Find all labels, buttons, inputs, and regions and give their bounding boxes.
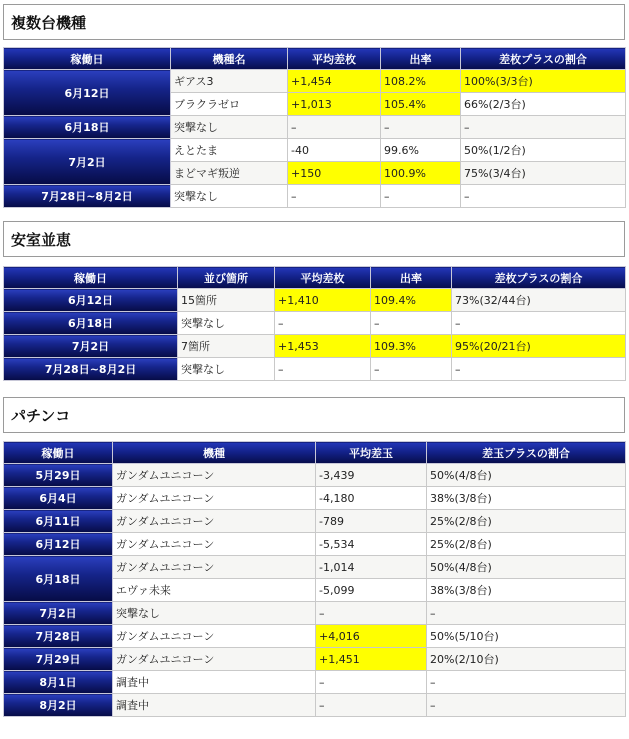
column-header-plus-ratio: 差枚プラスの割合 xyxy=(461,48,626,70)
machine-cell: 突撃なし xyxy=(171,116,288,139)
column-header-avg-diff: 平均差枚 xyxy=(288,48,381,70)
machine-cell: ガンダムユニコーン xyxy=(113,464,316,487)
machine-cell: ガンダムユニコーン xyxy=(113,510,316,533)
table-row xyxy=(4,625,626,648)
place-cell: 突撃なし xyxy=(178,312,275,335)
payout-rate-cell: – xyxy=(371,358,452,381)
table-header-row xyxy=(4,48,626,70)
table-row xyxy=(4,70,626,93)
machine-cell: ガンダムユニコーン xyxy=(113,625,316,648)
column-header-plus-ratio: 差枚プラスの割合 xyxy=(452,267,626,289)
plus-ratio-cell: – xyxy=(427,671,626,694)
table-row xyxy=(4,671,626,694)
table-row xyxy=(4,602,626,625)
plus-ratio-cell: – xyxy=(461,116,626,139)
table-row xyxy=(4,116,626,139)
plus-ratio-cell: – xyxy=(461,185,626,208)
date-cell: 7月28日 xyxy=(4,625,113,648)
column-header-date: 稼働日 xyxy=(4,48,171,70)
column-header-payout-rate: 出率 xyxy=(381,48,461,70)
avg-balls-cell: -789 xyxy=(316,510,427,533)
column-header-date: 稼働日 xyxy=(4,267,178,289)
table-row xyxy=(4,533,626,556)
payout-rate-cell: 109.4% xyxy=(371,289,452,312)
payout-rate-cell: 105.4% xyxy=(381,93,461,116)
date-cell: 6月18日 xyxy=(4,312,178,335)
date-cell: 6月18日 xyxy=(4,116,171,139)
section-title-multi-machine: 複数台機種 xyxy=(3,4,625,40)
avg-diff-cell: +1,013 xyxy=(288,93,381,116)
plus-ratio-cell: 25%(2/8台) xyxy=(427,533,626,556)
column-header-plus-ratio: 差玉プラスの割合 xyxy=(427,442,626,464)
plus-ratio-cell: 38%(3/8台) xyxy=(427,579,626,602)
avg-balls-cell: -1,014 xyxy=(316,556,427,579)
date-cell: 6月11日 xyxy=(4,510,113,533)
avg-balls-cell: – xyxy=(316,602,427,625)
date-cell: 7月28日~8月2日 xyxy=(4,358,178,381)
column-header-date: 稼働日 xyxy=(4,442,113,464)
column-header-machine: 機種 xyxy=(113,442,316,464)
date-cell: 7月29日 xyxy=(4,648,113,671)
plus-ratio-cell: 50%(5/10台) xyxy=(427,625,626,648)
plus-ratio-cell: 95%(20/21台) xyxy=(452,335,626,358)
machine-cell: 調査中 xyxy=(113,694,316,717)
table-row xyxy=(4,648,626,671)
plus-ratio-cell: – xyxy=(452,312,626,335)
payout-rate-cell: 100.9% xyxy=(381,162,461,185)
place-cell: 7箇所 xyxy=(178,335,275,358)
plus-ratio-cell: – xyxy=(427,602,626,625)
amuro-narabi-table xyxy=(3,266,626,381)
column-header-avg-balls: 平均差玉 xyxy=(316,442,427,464)
plus-ratio-cell: – xyxy=(427,694,626,717)
table-row xyxy=(4,556,626,579)
place-cell: 突撃なし xyxy=(178,358,275,381)
table-row xyxy=(4,358,626,381)
place-cell: 15箇所 xyxy=(178,289,275,312)
payout-rate-cell: – xyxy=(371,312,452,335)
table-row xyxy=(4,335,626,358)
machine-cell: 突撃なし xyxy=(171,185,288,208)
avg-balls-cell: – xyxy=(316,694,427,717)
date-cell: 8月1日 xyxy=(4,671,113,694)
table-row xyxy=(4,312,626,335)
table-row xyxy=(4,510,626,533)
payout-rate-cell: – xyxy=(381,116,461,139)
machine-cell: エヴァ未来 xyxy=(113,579,316,602)
date-cell: 6月12日 xyxy=(4,289,178,312)
avg-balls-cell: +1,451 xyxy=(316,648,427,671)
date-cell: 7月28日~8月2日 xyxy=(4,185,171,208)
machine-cell: ガンダムユニコーン xyxy=(113,648,316,671)
date-cell: 5月29日 xyxy=(4,464,113,487)
table-header-row xyxy=(4,267,626,289)
column-header-place: 並び箇所 xyxy=(178,267,275,289)
payout-rate-cell: 99.6% xyxy=(381,139,461,162)
column-header-machine: 機種名 xyxy=(171,48,288,70)
avg-diff-cell: +1,410 xyxy=(275,289,371,312)
table-row xyxy=(4,289,626,312)
date-cell: 7月2日 xyxy=(4,139,171,185)
column-header-avg-diff: 平均差枚 xyxy=(275,267,371,289)
machine-cell: ガンダムユニコーン xyxy=(113,533,316,556)
avg-balls-cell: -5,534 xyxy=(316,533,427,556)
avg-diff-cell: – xyxy=(288,185,381,208)
date-cell: 6月12日 xyxy=(4,533,113,556)
avg-diff-cell: – xyxy=(275,312,371,335)
plus-ratio-cell: 50%(4/8台) xyxy=(427,464,626,487)
plus-ratio-cell: 66%(2/3台) xyxy=(461,93,626,116)
date-cell: 8月2日 xyxy=(4,694,113,717)
table-row xyxy=(4,139,626,162)
plus-ratio-cell: 100%(3/3台) xyxy=(461,70,626,93)
machine-cell: 調査中 xyxy=(113,671,316,694)
table-row xyxy=(4,487,626,510)
avg-balls-cell: -4,180 xyxy=(316,487,427,510)
table-header-row xyxy=(4,442,626,464)
machine-cell: ガンダムユニコーン xyxy=(113,487,316,510)
table-row xyxy=(4,185,626,208)
payout-rate-cell: – xyxy=(381,185,461,208)
plus-ratio-cell: 75%(3/4台) xyxy=(461,162,626,185)
plus-ratio-cell: 25%(2/8台) xyxy=(427,510,626,533)
date-cell: 6月4日 xyxy=(4,487,113,510)
plus-ratio-cell: 73%(32/44台) xyxy=(452,289,626,312)
column-header-payout-rate: 出率 xyxy=(371,267,452,289)
date-cell: 7月2日 xyxy=(4,602,113,625)
machine-cell: えとたま xyxy=(171,139,288,162)
avg-balls-cell: -5,099 xyxy=(316,579,427,602)
machine-cell: まどマギ叛逆 xyxy=(171,162,288,185)
plus-ratio-cell: 38%(3/8台) xyxy=(427,487,626,510)
avg-diff-cell: – xyxy=(275,358,371,381)
payout-rate-cell: 108.2% xyxy=(381,70,461,93)
section-title-pachinko: パチンコ xyxy=(3,397,625,433)
plus-ratio-cell: 20%(2/10台) xyxy=(427,648,626,671)
section-title-amuro-narabi: 安室並恵 xyxy=(3,221,625,257)
plus-ratio-cell: 50%(4/8台) xyxy=(427,556,626,579)
avg-diff-cell: – xyxy=(288,116,381,139)
machine-cell: ギアス3 xyxy=(171,70,288,93)
date-cell: 6月12日 xyxy=(4,70,171,116)
plus-ratio-cell: – xyxy=(452,358,626,381)
machine-cell: ブラクラゼロ xyxy=(171,93,288,116)
machine-cell: 突撃なし xyxy=(113,602,316,625)
table-row xyxy=(4,694,626,717)
avg-diff-cell: +150 xyxy=(288,162,381,185)
avg-diff-cell: +1,453 xyxy=(275,335,371,358)
avg-diff-cell: -40 xyxy=(288,139,381,162)
date-cell: 7月2日 xyxy=(4,335,178,358)
payout-rate-cell: 109.3% xyxy=(371,335,452,358)
avg-diff-cell: +1,454 xyxy=(288,70,381,93)
avg-balls-cell: – xyxy=(316,671,427,694)
avg-balls-cell: -3,439 xyxy=(316,464,427,487)
table-row xyxy=(4,464,626,487)
date-cell: 6月18日 xyxy=(4,556,113,602)
avg-balls-cell: +4,016 xyxy=(316,625,427,648)
pachinko-table xyxy=(3,441,626,717)
multi-machine-table xyxy=(3,47,626,208)
plus-ratio-cell: 50%(1/2台) xyxy=(461,139,626,162)
machine-cell: ガンダムユニコーン xyxy=(113,556,316,579)
